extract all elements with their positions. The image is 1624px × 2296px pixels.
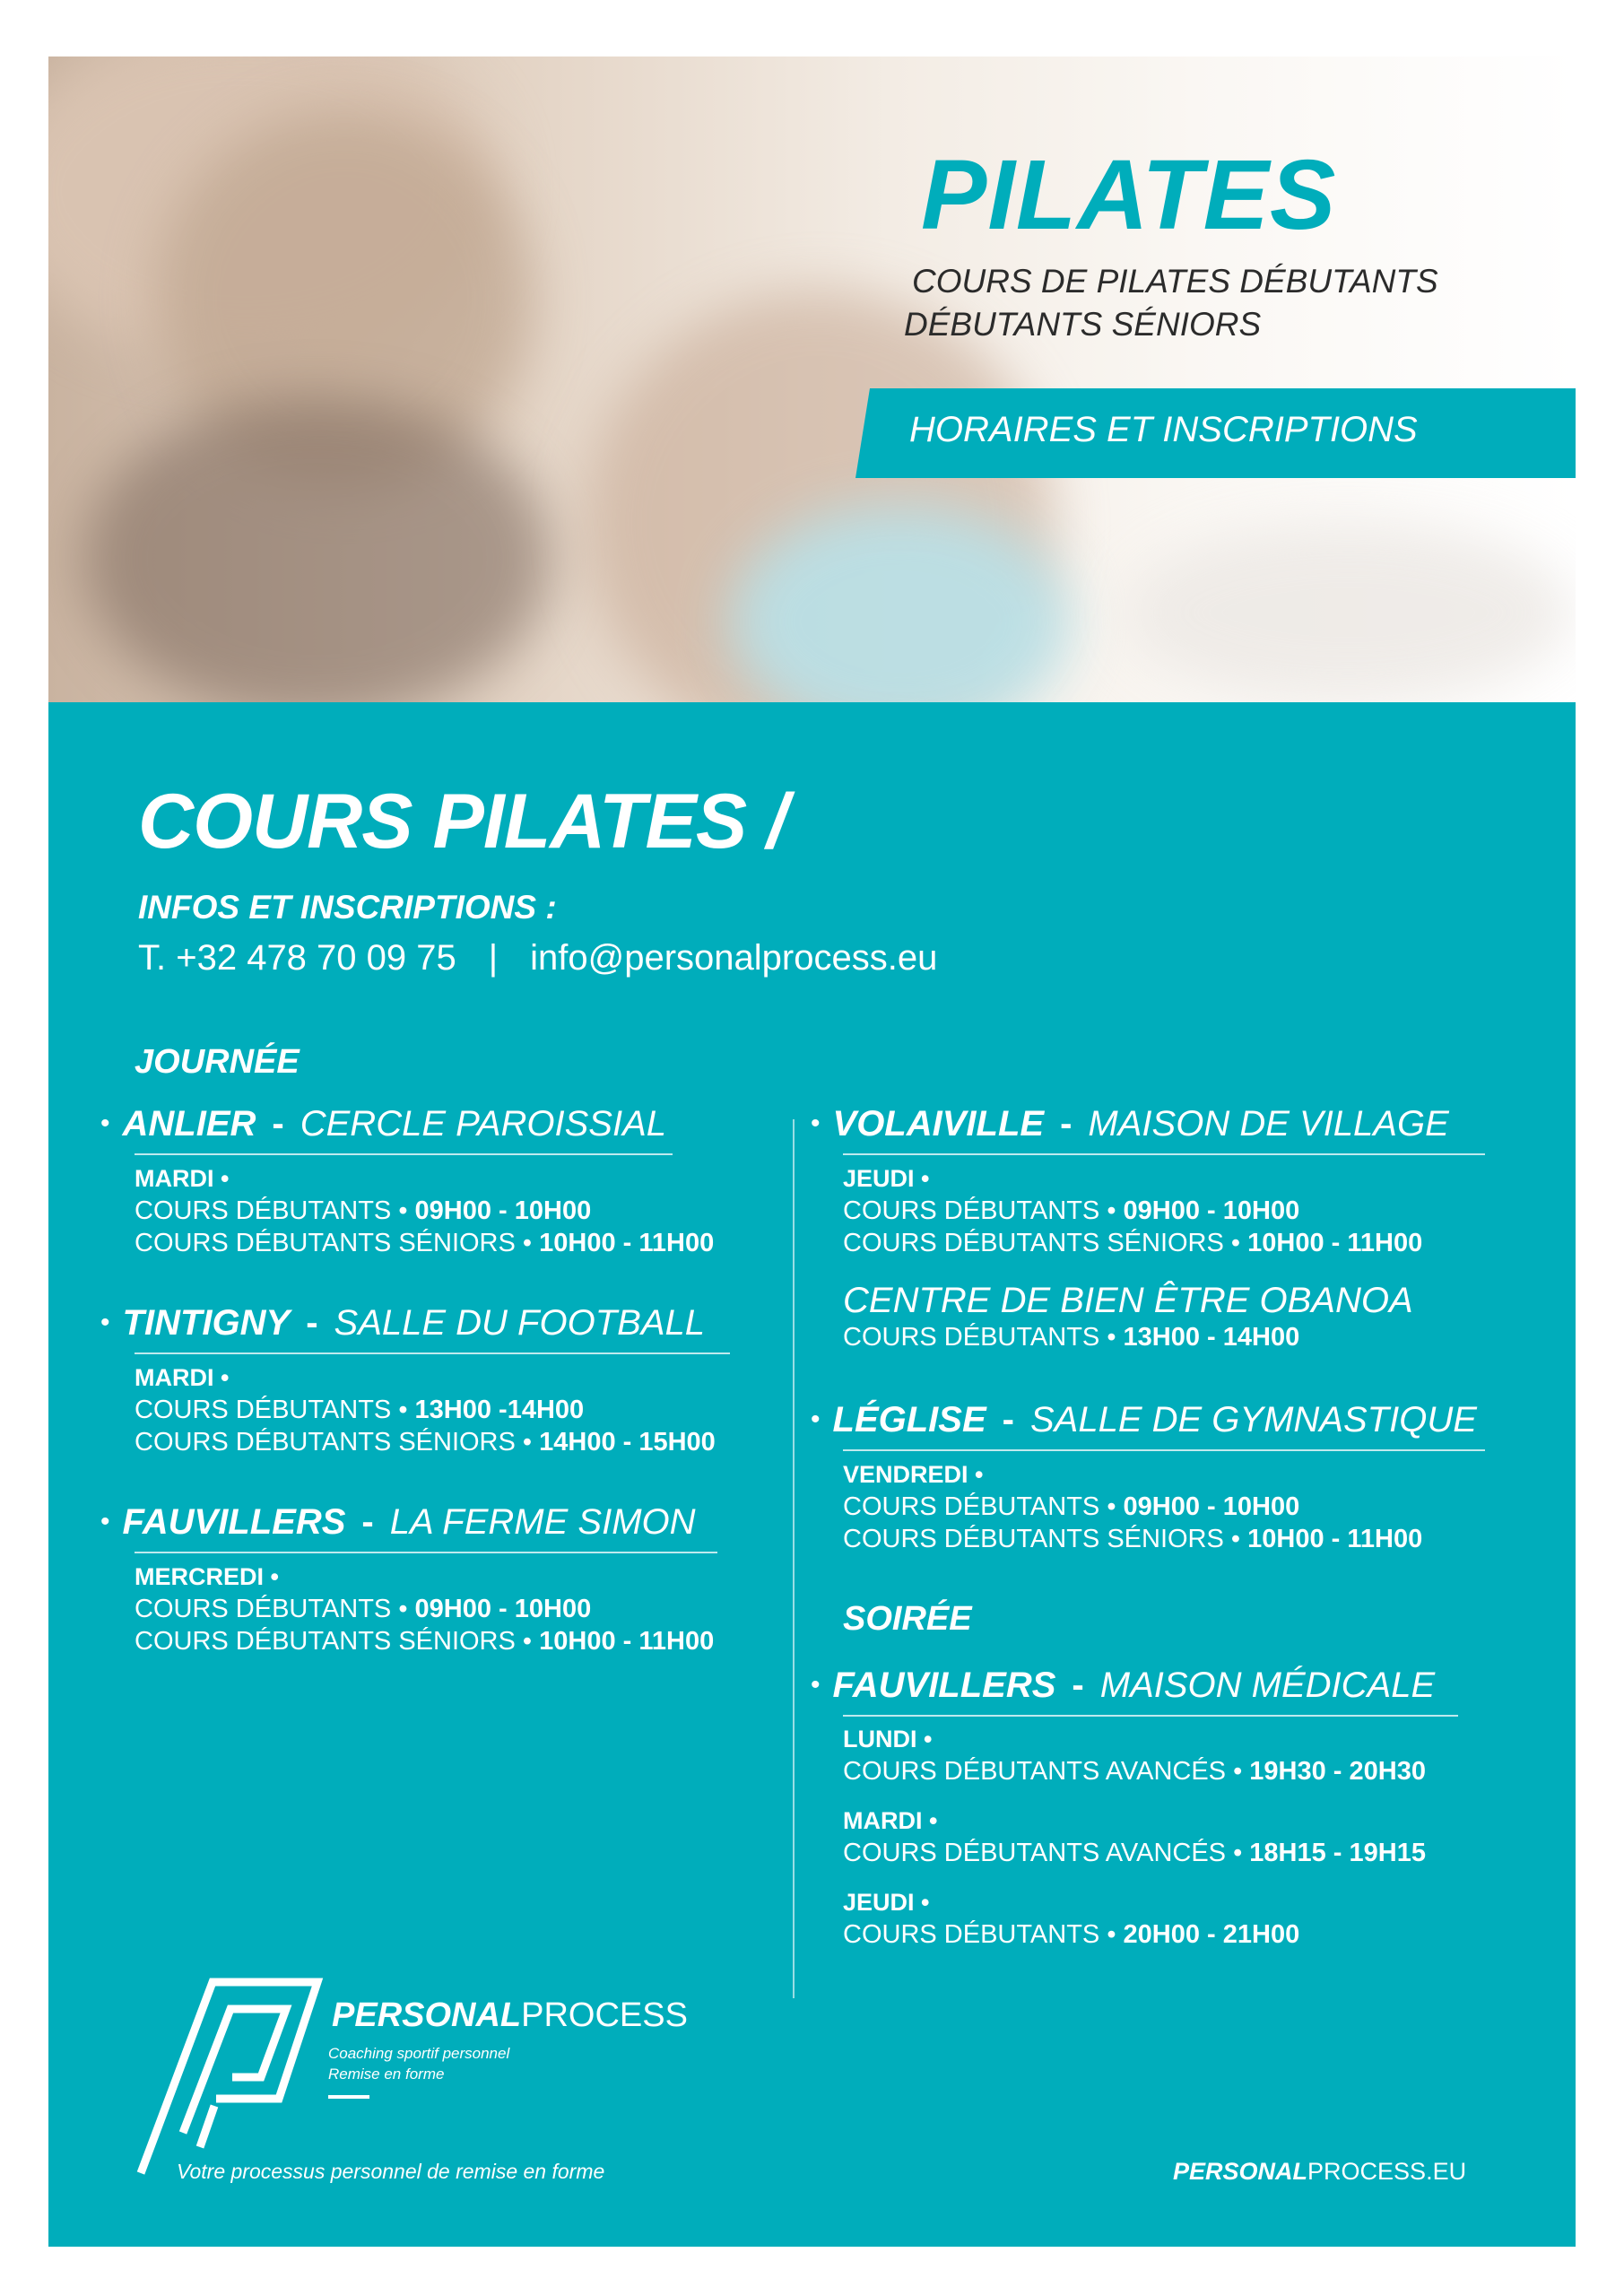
personal-process-logo-icon <box>134 1971 331 2187</box>
location-anlier <box>100 1106 666 1142</box>
schedule-row: COURS DÉBUTANTS AVANCÉS • 18H15 - 19H15 <box>843 1839 1426 1867</box>
phone-number[interactable]: T. +32 478 70 09 75 <box>138 938 456 978</box>
dash: - <box>306 1303 318 1343</box>
hero-subtitle-line1: COURS DE PILATES DÉBUTANTS <box>912 263 1438 300</box>
contact-separator: | <box>488 938 499 978</box>
day-label: MARDI • <box>135 1364 230 1391</box>
brand-tagline-2: Remise en forme <box>328 2066 445 2083</box>
brand-tagline-1: Coaching sportif personnel <box>328 2045 510 2062</box>
schedule-row: COURS DÉBUTANTS SÉNIORS • 10H00 - 11H00 <box>843 1229 1423 1257</box>
bullet: • <box>811 1670 821 1700</box>
venue-name: LA FERME SIMON <box>389 1502 696 1542</box>
venue-name: CERCLE PAROISSIAL <box>300 1104 667 1144</box>
town-name: FAUVILLERS <box>832 1665 1056 1705</box>
column-divider <box>793 1119 795 1998</box>
venue-name: SALLE DU FOOTBALL <box>334 1303 705 1343</box>
location-volaiville <box>811 1106 1449 1142</box>
poster <box>48 57 1576 2247</box>
schedule-row: COURS DÉBUTANTS SÉNIORS • 14H00 - 15H00 <box>135 1428 716 1457</box>
location-tintigny <box>100 1305 705 1341</box>
bullet: • <box>100 1308 110 1337</box>
contact-line <box>138 940 937 976</box>
day-label: MERCREDI • <box>135 1563 279 1590</box>
underline <box>135 1552 717 1553</box>
underline <box>843 1715 1458 1717</box>
venue-name: SALLE DE GYMNASTIQUE <box>1029 1400 1477 1439</box>
underline <box>135 1153 673 1155</box>
schedule-row: COURS DÉBUTANTS • 09H00 - 10H00 <box>843 1196 1300 1225</box>
town-name: LÉGLISE <box>832 1400 986 1439</box>
day-label: JEUDI • <box>843 1889 930 1916</box>
location-fauvillers-day <box>100 1504 696 1540</box>
dash: - <box>272 1104 284 1144</box>
hero-title: PILATES <box>921 140 1337 250</box>
town-name: FAUVILLERS <box>122 1502 346 1542</box>
underline <box>135 1352 730 1354</box>
day-label: LUNDI • <box>843 1726 933 1752</box>
brand-name: PERSONALPROCESS <box>332 1996 688 2034</box>
hero-subtitle-line2: DÉBUTANTS SÉNIORS <box>904 306 1262 343</box>
town-name: VOLAIVILLE <box>832 1104 1045 1144</box>
dash: - <box>361 1502 374 1542</box>
location-fauvillers-evening <box>811 1667 1435 1703</box>
ribbon-text: HORAIRES ET INSCRIPTIONS <box>909 410 1418 449</box>
dash: - <box>1002 1400 1014 1439</box>
bullet: • <box>100 1109 110 1138</box>
bullet: • <box>811 1109 821 1138</box>
footer-slogan: Votre processus personnel de remise en forme <box>177 2160 605 2183</box>
page-title: COURS PILATES / <box>138 778 788 865</box>
day-label: VENDREDI • <box>843 1461 984 1488</box>
bullet: • <box>100 1507 110 1536</box>
schedule-row: COURS DÉBUTANTS SÉNIORS • 10H00 - 11H00 <box>135 1229 715 1257</box>
schedule-row: COURS DÉBUTANTS • 09H00 - 10H00 <box>135 1595 592 1623</box>
day-label: MARDI • <box>843 1807 938 1834</box>
town-name: ANLIER <box>122 1104 256 1144</box>
dash: - <box>1060 1104 1073 1144</box>
section-soiree: SOIRÉE <box>843 1600 972 1638</box>
venue-name: MAISON DE VILLAGE <box>1088 1104 1449 1144</box>
section-journee: JOURNÉE <box>135 1043 300 1081</box>
town-name: TINTIGNY <box>122 1303 291 1343</box>
underline <box>843 1153 1485 1155</box>
venue-name: MAISON MÉDICALE <box>1099 1665 1436 1705</box>
schedule-row: COURS DÉBUTANTS SÉNIORS • 10H00 - 11H00 <box>843 1525 1423 1553</box>
schedule-row: COURS DÉBUTANTS • 13H00 -14H00 <box>135 1396 585 1424</box>
brand-underline <box>328 2095 369 2099</box>
bullet: • <box>811 1405 821 1434</box>
location-leglise <box>811 1402 1477 1438</box>
venue-obanoa: CENTRE DE BIEN ÊTRE OBANOA <box>843 1281 1413 1320</box>
schedule-row: COURS DÉBUTANTS • 20H00 - 21H00 <box>843 1920 1300 1949</box>
schedule-row: COURS DÉBUTANTS • 09H00 - 10H00 <box>135 1196 592 1225</box>
schedule-row: COURS DÉBUTANTS • 13H00 - 14H00 <box>843 1323 1300 1352</box>
schedule-row: COURS DÉBUTANTS AVANCÉS • 19H30 - 20H30 <box>843 1757 1426 1786</box>
schedule-row: COURS DÉBUTANTS • 09H00 - 10H00 <box>843 1492 1300 1521</box>
footer-website[interactable]: PERSONALPROCESS.EU <box>1173 2158 1467 2185</box>
schedule-row: COURS DÉBUTANTS SÉNIORS • 10H00 - 11H00 <box>135 1627 715 1656</box>
day-label: JEUDI • <box>843 1165 930 1192</box>
hero-photo <box>48 57 1576 702</box>
email-link[interactable]: info@personalprocess.eu <box>530 938 938 978</box>
underline <box>843 1449 1485 1451</box>
dash: - <box>1072 1665 1084 1705</box>
infos-label: INFOS ET INSCRIPTIONS : <box>138 889 557 926</box>
day-label: MARDI • <box>135 1165 230 1192</box>
